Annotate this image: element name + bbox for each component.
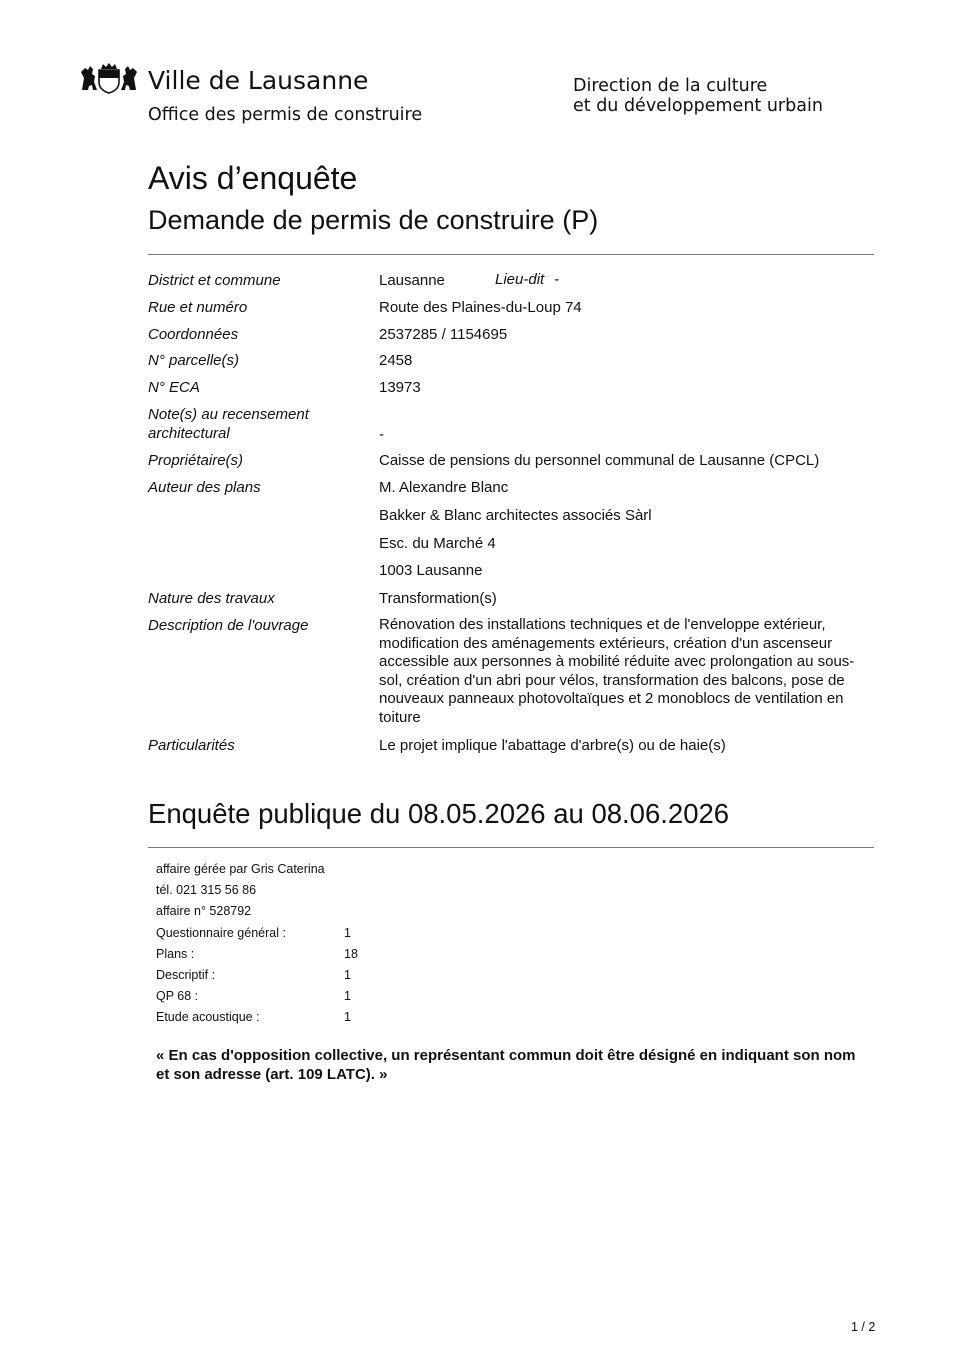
document-count: 1 — [344, 926, 351, 940]
office-name: Office des permis de construire — [148, 105, 423, 125]
document-label: Questionnaire général : — [156, 926, 286, 940]
auteur-line: Esc. du Marché 4 — [379, 535, 496, 552]
nature-label: Nature des travaux — [148, 590, 275, 607]
document-label: Etude acoustique : — [156, 1010, 260, 1024]
page-subtitle: Demande de permis de construire (P) — [148, 205, 599, 235]
parcelle-value: 2458 — [379, 352, 413, 369]
parcelle-label: N° parcelle(s) — [148, 352, 240, 369]
eca-value: 13973 — [379, 379, 421, 396]
document-count: 1 — [344, 989, 351, 1003]
recensement-label: Note(s) au recensement architectural — [148, 406, 309, 442]
nature-value: Transformation(s) — [379, 590, 497, 607]
proprietaire-value: Caisse de pensions du personnel communal de Lausanne (CPCL) — [379, 452, 820, 469]
direction-line-2: et du développement urbain — [573, 96, 823, 116]
rue-label: Rue et numéro — [148, 299, 248, 316]
lieudit-label-text: Lieu-dit — [495, 271, 545, 288]
divider — [148, 847, 874, 848]
auteur-label: Auteur des plans — [148, 479, 261, 496]
coord-label: Coordonnées — [148, 326, 239, 343]
affaire-geree: affaire gérée par Gris Caterina — [156, 862, 325, 876]
lieudit-label — [495, 271, 559, 288]
document-label: QP 68 : — [156, 989, 199, 1003]
lieudit-value: - — [554, 271, 560, 288]
district-value: Lausanne — [379, 272, 445, 289]
description-value: Rénovation des installations techniques et de l'enveloppe extérieur, modification des aménagements extérieurs, création d'un ascenseur accessible aux personnes à mobilité réduite avec prolongation au sous-sol, création d'un abri pour vélos, transformation des balcons, pose de nouveaux panneaux photovoltaïques et 2 monoblocs de ventilation en toiture — [379, 616, 855, 726]
document-label: Descriptif : — [156, 968, 216, 982]
opposition-notice: « En cas d'opposition collective, un représentant commun doit être désigné en indiquant son nom et son adresse (art. 109 LATC). » — [156, 1047, 856, 1083]
description-label: Description de l'ouvrage — [148, 617, 309, 634]
page-number: 1 / 2 — [851, 1320, 876, 1334]
eca-label: N° ECA — [148, 379, 200, 396]
particularites-label: Particularités — [148, 737, 235, 754]
city-name: Ville de Lausanne — [148, 66, 369, 95]
lausanne-coat-of-arms-logo — [80, 62, 138, 94]
affaire-tel: tél. 021 315 56 86 — [156, 883, 257, 897]
proprietaire-label: Propriétaire(s) — [148, 452, 244, 469]
coord-value: 2537285 / 1154695 — [379, 326, 508, 343]
particularites-value: Le projet implique l'abattage d'arbre(s) ou de haie(s) — [379, 737, 726, 754]
recensement-value: - — [379, 426, 384, 443]
auteur-line: 1003 Lausanne — [379, 562, 483, 579]
document-count: 1 — [344, 1010, 351, 1024]
document-label: Plans : — [156, 947, 195, 961]
direction-line-1: Direction de la culture — [573, 76, 768, 96]
auteur-line: M. Alexandre Blanc — [379, 479, 509, 496]
document-count: 1 — [344, 968, 351, 982]
rue-value: Route des Plaines-du-Loup 74 — [379, 299, 582, 316]
direction-name — [573, 76, 823, 116]
enquete-title: Enquête publique du 08.05.2026 au 08.06.2026 — [148, 798, 730, 829]
document-count: 18 — [344, 947, 358, 961]
auteur-line: Bakker & Blanc architectes associés Sàrl — [379, 507, 652, 524]
affaire-numero: affaire n° 528792 — [156, 904, 252, 918]
page-title: Avis d’enquête — [148, 160, 358, 196]
district-label: District et commune — [148, 272, 281, 289]
divider — [148, 254, 874, 255]
